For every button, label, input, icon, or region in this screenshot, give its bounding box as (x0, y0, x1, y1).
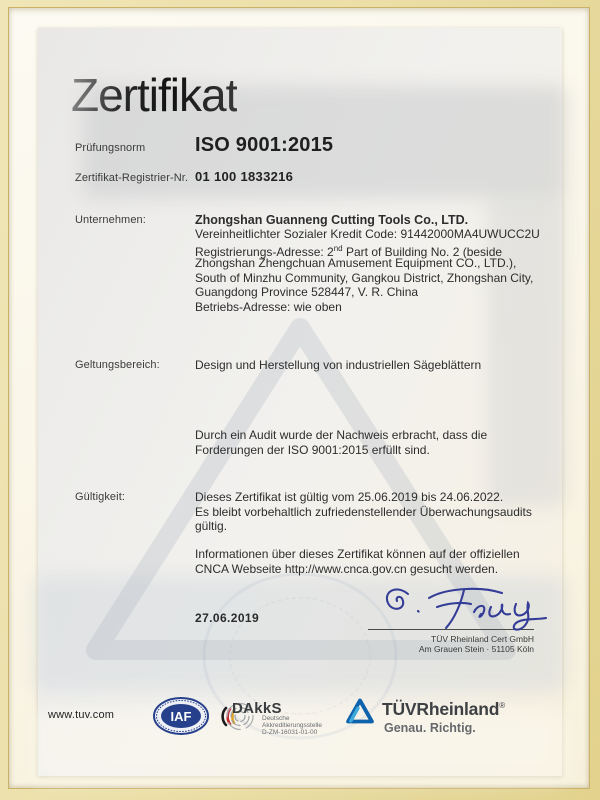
tuv-website-text: www.tuv.com (48, 709, 115, 721)
cnca-info-line: Informationen über dieses Zertifikat können auf der offiziellen (195, 547, 520, 561)
issuer-name: TÜV Rheinland Cert GmbH (431, 634, 534, 644)
dakks-wordmark: DAkkS (232, 700, 282, 717)
dakks-logo (218, 695, 353, 740)
certificate-title: Zertifikat (71, 69, 238, 121)
standard-value: ISO 9001:2015 (195, 134, 334, 156)
iaf-logo (152, 696, 210, 736)
tuv-brand-name: TÜVRheinland (382, 699, 500, 719)
reg-address-ordinal: nd (333, 243, 343, 253)
audit-statement-line: Forderungen der ISO 9001:2015 erfüllt sind. (195, 442, 430, 457)
audit-statement-line: Durch ein Audit wurde der Nachweis erbracht, dass die (195, 428, 488, 442)
dakks-caption-line: Deutsche (262, 715, 290, 722)
reg-address-post: Part of Building No. 2 (beside (342, 244, 503, 259)
dakks-caption (262, 715, 322, 736)
company-label: Unternehmen: (75, 214, 146, 226)
company-credit-code: Vereinheitlichter Sozialer Kredit Code: 91442000MA4UWUCC2U (195, 227, 540, 241)
iaf-logo-text: IAF (170, 709, 192, 724)
company-address-line: Guangdong Province 528447, V. R. China (195, 285, 419, 299)
dakks-caption-line: D-ZM-16031-01-00 (262, 729, 318, 736)
company-operation-address: Betriebs-Adresse: wie oben (195, 299, 342, 314)
handwritten-signature (374, 576, 552, 638)
validity-label: Gültigkeit: (75, 491, 126, 503)
cnca-info-line: CNCA Webseite http://www.cnca.gov.cn gesucht werden. (195, 561, 499, 576)
tuv-rheinland-triangle-icon (346, 697, 374, 725)
tuv-tagline: Genau. Richtig. (384, 721, 476, 735)
registered-trademark-mark: ® (499, 701, 505, 711)
scope-text: Design und Herstellung von industriellen Sägeblättern (195, 358, 482, 372)
reg-address-pre: Registrierungs-Adresse: 2 (195, 244, 334, 259)
scope-label: Geltungsbereich: (75, 359, 160, 371)
registry-number-label: Zertifikat-Registrier-Nr. (75, 172, 189, 184)
company-name: Zhongshan Guanneng Cutting Tools Co., LTD. (195, 213, 469, 227)
standard-label: Prüfungsnorm (75, 142, 146, 154)
registry-number-value: 01 100 1833216 (195, 169, 294, 184)
tuv-rheinland-wordmark (382, 699, 505, 720)
company-address-line: South of Minzhu Community, Gangkou District, Zhongshan City, (195, 270, 534, 285)
issue-date: 27.06.2019 (195, 611, 260, 625)
validity-line: gültig. (195, 519, 228, 533)
certificate-paper (38, 28, 562, 776)
dakks-caption-line: Akkreditierungsstelle (262, 722, 322, 729)
validity-line: Es bleibt vorbehaltlich zufriedenstellender Überwachungsaudits (195, 504, 532, 519)
validity-line: Dieses Zertifikat ist gültig vom 25.06.2019 bis 24.06.2022. (195, 490, 504, 504)
issuer-address: Am Grauen Stein · 51105 Köln (418, 644, 534, 654)
company-address-line: Zhongshan Zhengchuan Amusement Equipment CO., LTD.), (195, 256, 517, 270)
